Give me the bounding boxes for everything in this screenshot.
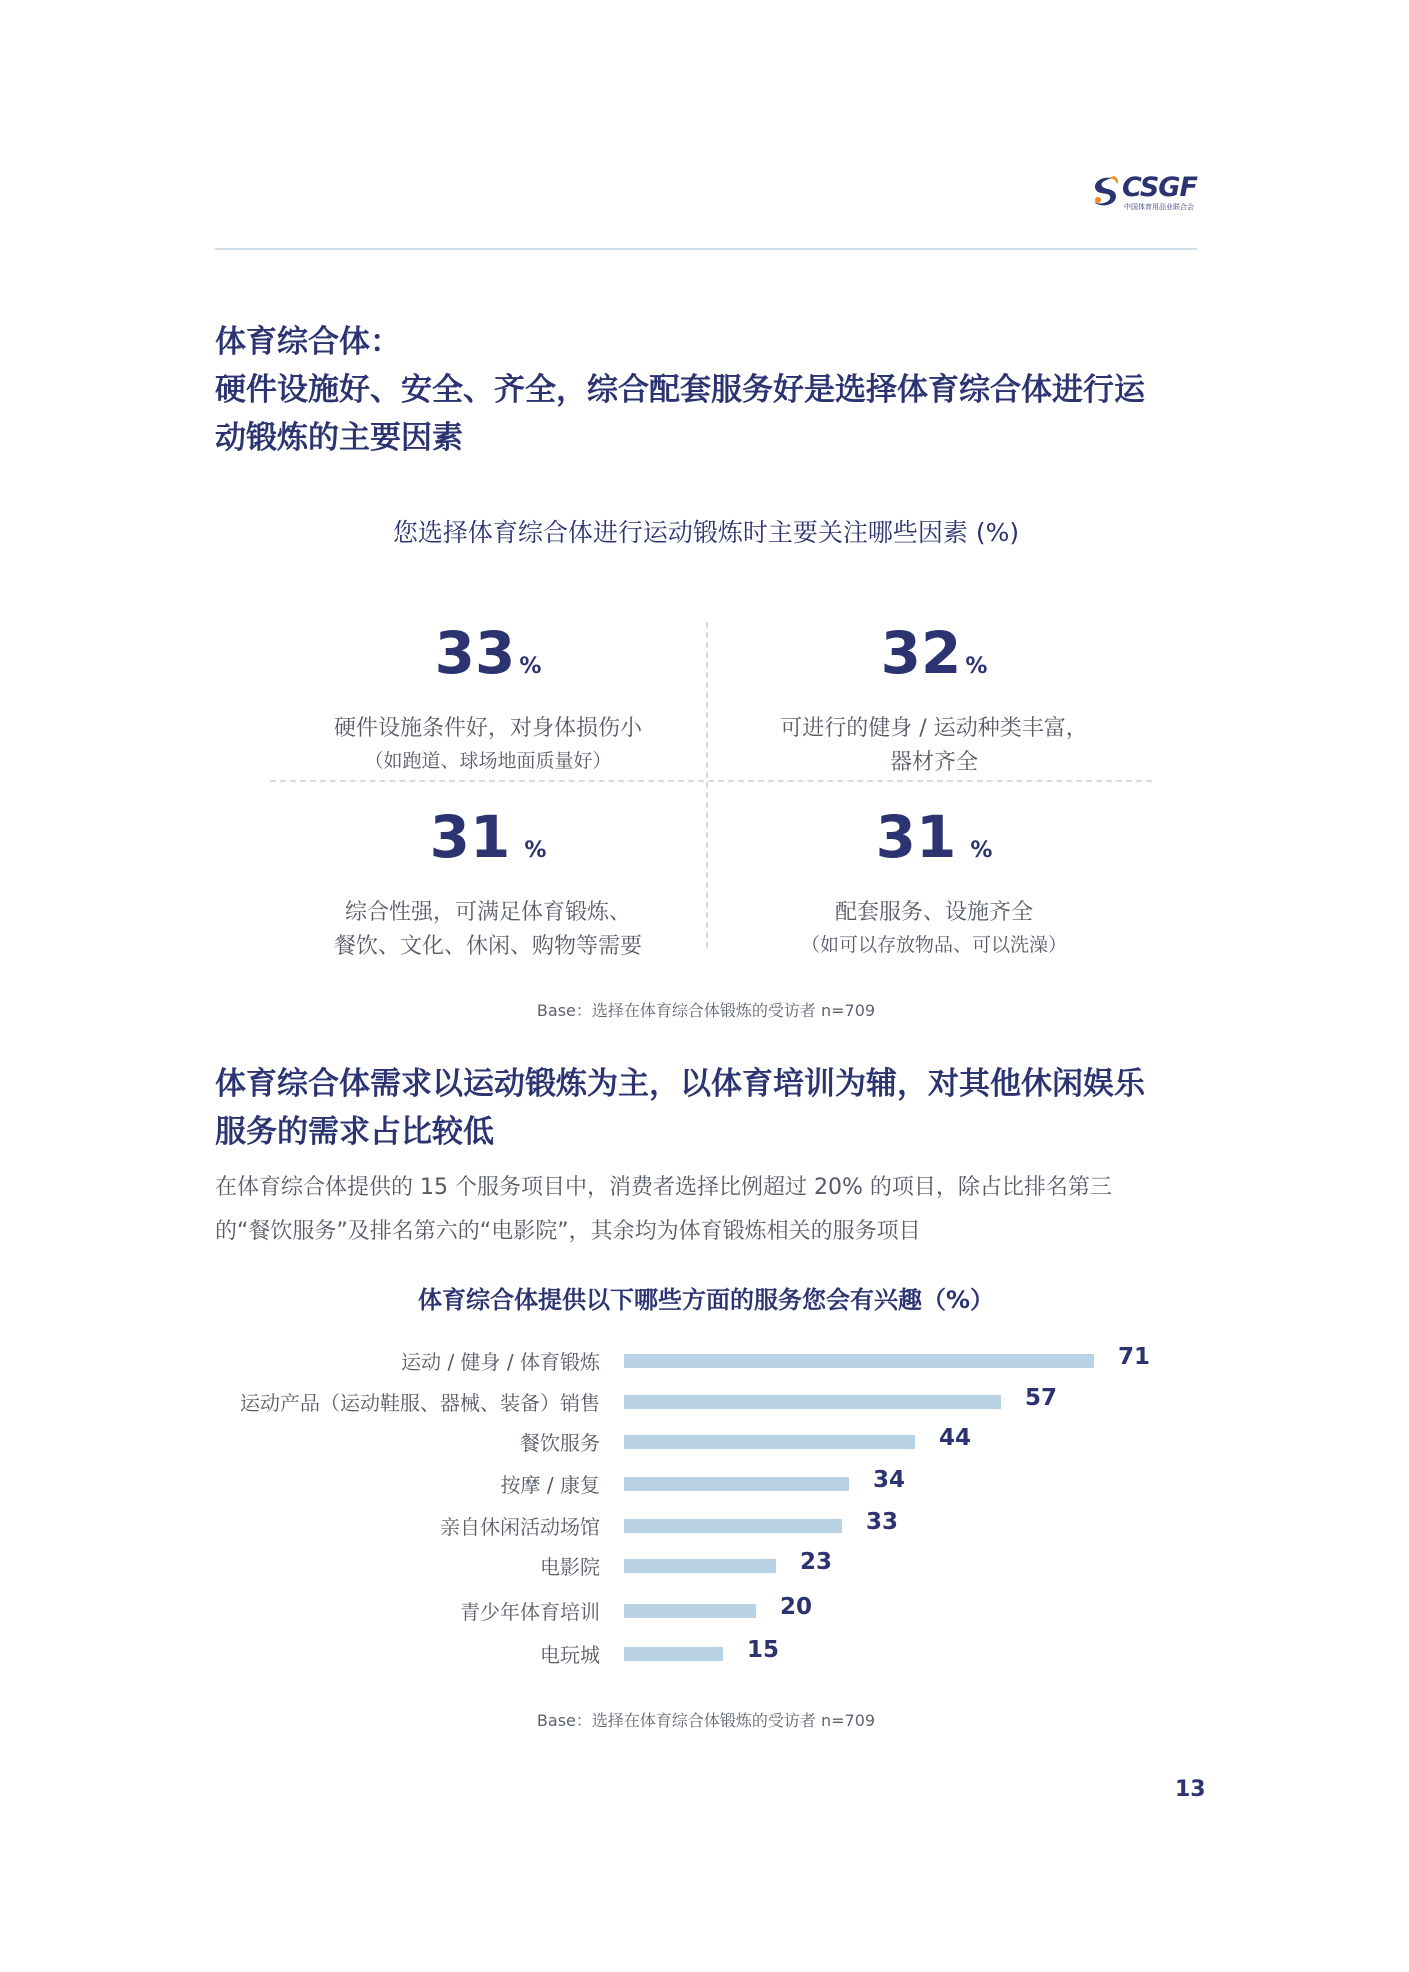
factors-question: 您选择体育综合体进行运动锻炼时主要关注哪些因素 (%)	[392, 518, 1020, 547]
kpi-description: 可进行的健身 / 运动种类丰富，	[780, 716, 1088, 741]
section2-body	[215, 1166, 1197, 1254]
bar-row	[0, 1381, 1409, 1421]
bar-category-label: 运动产品（运动鞋服、器械、装备）销售	[240, 1391, 600, 1415]
kpi-value: 31	[429, 803, 511, 871]
kpi-description: 硬件设施条件好，对身体损伤小	[333, 716, 642, 741]
section2-body-line-1: 在体育综合体提供的 15 个服务项目中，消费者选择比例超过 20% 的项目，除占比排名第三	[215, 1175, 1112, 1200]
bar-row	[0, 1633, 1409, 1673]
factors-base-note: Base：选择在体育综合体锻炼的受访者 n=709	[536, 1001, 876, 1020]
bar-row	[0, 1340, 1409, 1380]
bar	[624, 1604, 756, 1618]
bar-category-label: 运动 / 健身 / 体育锻炼	[401, 1350, 600, 1374]
kpi-value-row	[270, 803, 706, 882]
services-base-note: Base：选择在体育综合体锻炼的受访者 n=709	[536, 1711, 876, 1730]
bar-row	[0, 1590, 1409, 1630]
csgf-swirl-icon	[1090, 174, 1120, 208]
kpi-horizontal-divider	[270, 780, 1152, 782]
kpi-description: 配套服务、设施齐全	[834, 900, 1033, 925]
bar-value-label: 34	[873, 1467, 906, 1493]
bar-row	[0, 1545, 1409, 1585]
kpi-hardware	[270, 619, 706, 776]
kpi-description: 综合性强，可满足体育锻炼、	[344, 900, 631, 925]
kpi-value-row	[270, 619, 706, 698]
logo-name: CSGF	[1122, 172, 1197, 203]
kpi-variety	[716, 619, 1152, 780]
kpi-note: （如可以存放物品、可以洗澡）	[800, 934, 1067, 956]
bar-row	[0, 1505, 1409, 1545]
section2-body-line-2: 的“餐饮服务”及排名第六的“电影院”，其余均为体育锻炼相关的服务项目	[215, 1219, 921, 1244]
bar	[624, 1395, 1001, 1409]
bar	[624, 1435, 915, 1449]
bar-row	[0, 1463, 1409, 1503]
bar-value-label: 23	[800, 1549, 833, 1575]
kpi-unit: %	[519, 654, 542, 679]
bar	[624, 1647, 723, 1661]
kpi-description-cont: 餐饮、文化、休闲、购物等需要	[333, 934, 642, 959]
section2-heading-line-1: 体育综合体需求以运动锻炼为主，以体育培训为辅，对其他休闲娱乐	[215, 1066, 1145, 1102]
page-number: 13	[1175, 1777, 1206, 1802]
bar	[624, 1559, 776, 1573]
bar-category-label: 电玩城	[540, 1643, 600, 1667]
kpi-unit: %	[970, 838, 993, 863]
kpi-value: 31	[875, 803, 957, 871]
bar	[624, 1519, 842, 1533]
bar-value-label: 57	[1025, 1385, 1058, 1411]
bar	[624, 1477, 849, 1491]
bar-value-label: 33	[866, 1509, 899, 1535]
bar-value-label: 15	[747, 1637, 780, 1663]
kpi-vertical-divider	[706, 622, 708, 948]
header-divider	[215, 248, 1197, 250]
section1-heading-line-1: 体育综合体：	[215, 324, 401, 360]
services-chart-title: 体育综合体提供以下哪些方面的服务您会有兴趣（%）	[417, 1286, 995, 1314]
logo-subtitle: 中国体育用品业联合会	[1124, 203, 1194, 211]
bar-category-label: 按摩 / 康复	[500, 1473, 600, 1497]
bar-value-label: 20	[780, 1594, 813, 1620]
kpi-note: （如跑道、球场地面质量好）	[364, 750, 612, 772]
kpi-services	[716, 803, 1152, 960]
csgf-logo	[1090, 170, 1202, 216]
section2-heading-line-2: 服务的需求占比较低	[215, 1114, 494, 1150]
services-bar-chart	[0, 1340, 1409, 1680]
bar-category-label: 餐饮服务	[520, 1431, 600, 1455]
kpi-value: 33	[434, 619, 516, 687]
bar-value-label: 71	[1118, 1344, 1151, 1370]
kpi-value: 32	[880, 619, 962, 687]
bar-row	[0, 1421, 1409, 1461]
section1-heading-line-3: 动锻炼的主要因素	[215, 420, 463, 456]
bar-category-label: 电影院	[540, 1555, 600, 1579]
bar-category-label: 亲自休闲活动场馆	[440, 1515, 600, 1539]
kpi-comprehensive	[270, 803, 706, 964]
bar-category-label: 青少年体育培训	[460, 1600, 600, 1624]
kpi-unit: %	[965, 654, 988, 679]
section1-heading-line-2: 硬件设施好、安全、齐全，综合配套服务好是选择体育综合体进行运	[215, 372, 1145, 408]
kpi-unit: %	[524, 838, 547, 863]
kpi-description-cont: 器材齐全	[889, 750, 978, 775]
kpi-value-row	[716, 619, 1152, 698]
factors-kpi-grid	[270, 619, 1152, 959]
kpi-value-row	[716, 803, 1152, 882]
bar	[624, 1354, 1094, 1368]
bar-value-label: 44	[939, 1425, 972, 1451]
